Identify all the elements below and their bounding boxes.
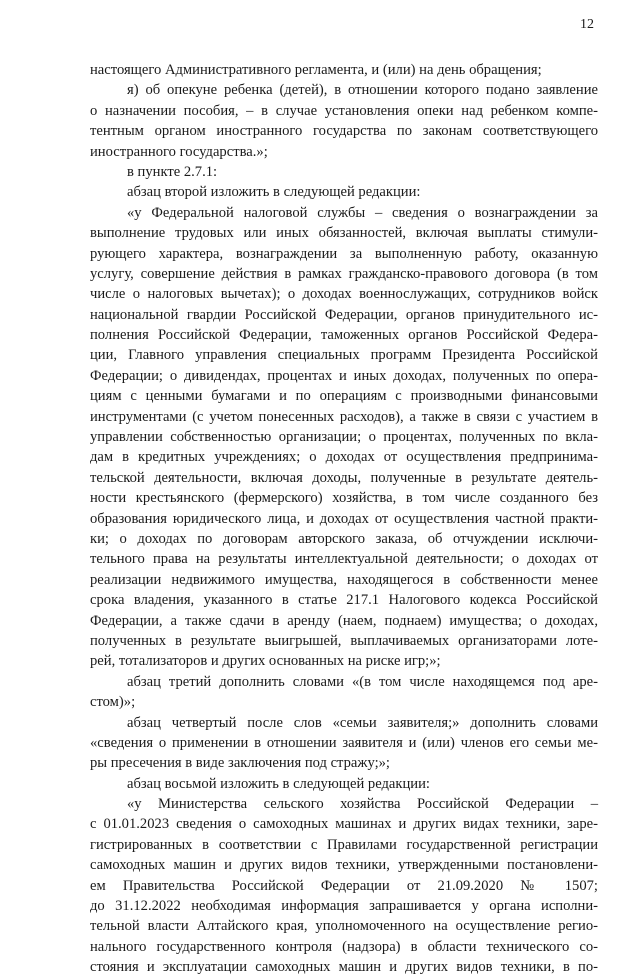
text-line: рей, тотализаторов и других основанных на риске игр;»; [90,653,441,670]
text-line: до 31.12.2022 необходимая информация запрашивается у органа исполни- [90,898,598,915]
text-line: услугу, совершение действия в рамках гражданско-правового договора (в том [90,265,598,282]
text-line: управлении собственностью организации; о процентах, полученных по вкла- [90,429,598,446]
text-line: «сведения о применении в отношении заявителя и (или) членов его семьи ме- [90,734,598,751]
text-line: ки; о доходах по договорам авторского заказа, об отчуждении исключи- [90,530,598,547]
text-line: нального государственного контроля (надзора) в области технического со- [90,938,598,955]
text-line: «у Министерства сельского хозяйства Российской Федерации – [127,796,598,813]
text-line: абзац третий дополнить словами «(в том числе находящемся под аре- [127,673,598,690]
text-line: инструментами (с учетом понесенных расходов), а также в связи с участием в [90,408,598,425]
text-line: ем Правительства Российской Федерации от 21.09.2020 № 1507; [90,877,598,894]
text-line: выполнение трудовых или иных обязанностей, включая выплаты стимули- [90,225,598,242]
text-line: образования юридического лица, и доходах от осуществления частной практи- [90,510,598,527]
text-line: полнения Российской Федерации, таможенных органов Российской Федера- [90,327,598,344]
text-line: с 01.01.2023 сведения о самоходных машинах и других видах техники, заре- [90,816,598,833]
text-line: гистрированных в соответствии с Правилами государственной регистрации [90,836,598,853]
text-line: Федерации, а также сдачи в аренду (наем, поднаем) имущества; о доходах, [90,612,598,629]
text-line: срока владения, указанного в статье 217.1 Налогового кодекса Российской [90,592,598,609]
text-line: циям с ценными бумагами и по операциям с производными финансовыми [90,388,598,405]
document-body [90,60,598,978]
page-number: 12 [580,17,594,32]
text-line: тельной власти Алтайского края, уполномоченного на осуществление регио- [90,918,598,935]
text-line: тельного права на результаты интеллектуальной деятельности; о доходах от [90,551,598,568]
text-line: ности крестьянского (фермерского) хозяйства, в том числе созданного без [90,490,598,507]
text-line: ции, Главного управления специальных программ Президента Российской [90,347,598,364]
text-line: числе о налоговых вычетах); о доходах военнослужащих, сотрудников войск [90,286,598,303]
text-line: ры пресечения в виде заключения под стражу;»; [90,755,390,772]
text-line: настоящего Административного регламента, и (или) на день обращения; [90,62,542,78]
text-line: тельской деятельности, включая доходы, полученные в результате деятель- [90,469,598,486]
text-line: «у Федеральной налоговой службы – сведения о вознаграждении за [127,204,598,221]
text-line: полученных в результате выигрышей, выплачиваемых организаторами лоте- [90,632,598,649]
text-line: о назначении пособия, – в случае установления опеки над ребенком компе- [90,102,598,119]
text-line: стом)»; [90,694,136,711]
text-line: национальной гвардии Российской Федерации, органов принудительного ис- [90,306,598,323]
text-line: в пункте 2.7.1: [127,163,218,180]
text-line: абзац восьмой изложить в следующей редакции: [127,775,430,792]
text-line: самоходных машин и других видов техники, утвержденными постановлени- [90,857,598,874]
text-line: тентным органом иностранного государства по законам соответствующего [90,123,598,140]
text-line: стояния и эксплуатации самоходных машин и других видов техники, в по- [90,959,598,976]
text-line: иностранного государства.»; [90,143,268,160]
text-line: абзац четвертый после слов «семьи заявителя;» дополнить словами [127,714,598,731]
text-line: дам в кредитных учреждениях; о доходах от осуществления предпринима- [90,449,598,466]
text-line: Федерации; о дивидендах, процентах и иных доходах, полученных по опера- [90,367,598,384]
text-line: я) об опекуне ребенка (детей), в отношении которого подано заявление [127,82,598,99]
text-line: абзац второй изложить в следующей редакции: [127,184,421,201]
text-line: рующего характера, вознаграждении за выполненную работу, оказанную [90,245,598,262]
text-line: реализации недвижимого имущества, находящегося в собственности менее [90,571,598,588]
